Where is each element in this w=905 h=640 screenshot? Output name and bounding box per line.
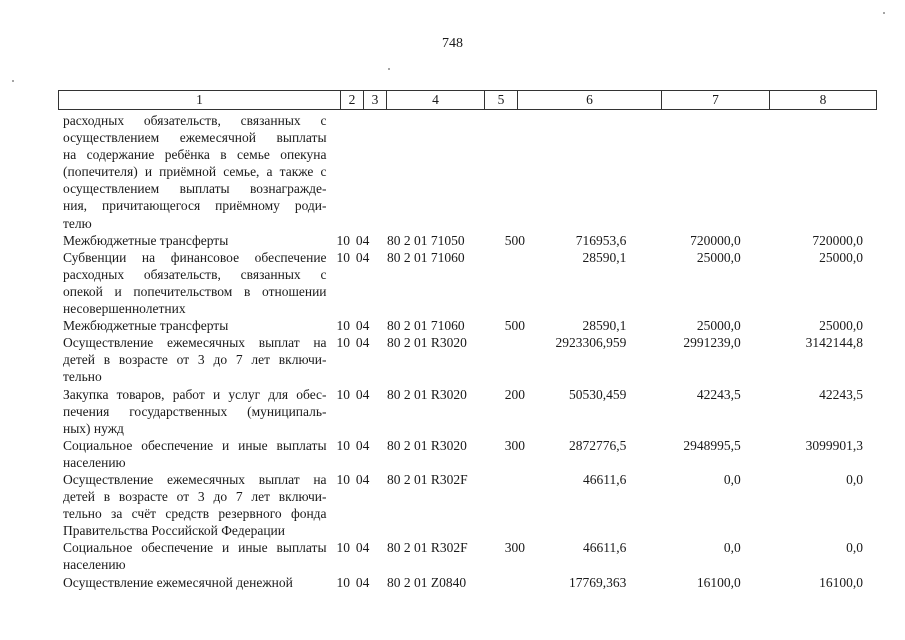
row-name-line: Социальное обеспечение и иные выплаты xyxy=(63,437,327,453)
row-name xyxy=(63,317,327,334)
row-name-line: телю xyxy=(63,215,92,231)
row-subsection-code: 04 xyxy=(355,318,370,334)
row-subsection-code: 04 xyxy=(355,540,370,556)
row-name-line: (попечителя) и приёмной семье, а также с xyxy=(63,164,327,180)
column-header-6: 6 xyxy=(518,91,662,110)
row-name-line: осуществлением выплаты вознагражде- xyxy=(63,181,327,197)
row-name-line: осуществлением ежемесячной выплаты xyxy=(63,130,327,146)
row-target-article: 80 2 01 R3020 xyxy=(387,335,467,351)
table-row xyxy=(63,386,863,437)
row-section-code: 10 xyxy=(336,471,351,487)
column-header-5: 5 xyxy=(485,91,518,110)
row-name-line: Осуществление ежемесячных выплат на xyxy=(63,471,327,487)
scan-speck xyxy=(388,68,390,70)
row-amount-col7: 720000,0 xyxy=(690,232,741,248)
row-amount-col7: 0,0 xyxy=(723,540,741,556)
row-section-code: 10 xyxy=(336,574,351,590)
row-amount-col6: 2923306,959 xyxy=(555,335,627,351)
row-amount-col7: 2948995,5 xyxy=(683,437,741,453)
row-amount-col7: 42243,5 xyxy=(696,386,741,402)
row-name-line: печения государственных (муниципаль- xyxy=(63,403,327,419)
row-name-line: населению xyxy=(63,454,126,470)
row-name-line: Осуществление ежемесячной денежной xyxy=(63,574,293,590)
column-header-4: 4 xyxy=(387,91,485,110)
row-section-code: 10 xyxy=(336,540,351,556)
row-name-line: Социальное обеспечение и иные выплаты xyxy=(63,540,327,556)
table-row xyxy=(63,574,863,591)
row-name-line: Субвенции на финансовое обеспечение xyxy=(63,249,327,265)
row-target-article: 80 2 01 71060 xyxy=(387,318,465,334)
row-name-line: тельно xyxy=(63,369,102,385)
row-name xyxy=(63,334,327,385)
table-row xyxy=(63,539,863,573)
row-name-line: несовершеннолетних xyxy=(63,301,186,317)
row-name xyxy=(63,574,327,591)
row-name-line: ния, причитающегося приёмному роди- xyxy=(63,198,327,214)
budget-table-body xyxy=(63,112,863,591)
row-section-code: 10 xyxy=(336,437,351,453)
column-header-1: 1 xyxy=(59,91,341,110)
row-amount-col8: 3142144,8 xyxy=(805,335,863,351)
row-amount-col8: 42243,5 xyxy=(819,386,863,402)
row-name xyxy=(63,386,327,437)
row-amount-col8: 0,0 xyxy=(846,540,863,556)
row-expense-type: 500 xyxy=(504,318,526,334)
row-target-article: 80 2 01 R302F xyxy=(387,471,468,487)
row-amount-col6: 46611,6 xyxy=(583,540,627,556)
row-name-line: Закупка товаров, работ и услуг для обес- xyxy=(63,386,327,402)
row-name xyxy=(63,112,327,232)
row-section-code: 10 xyxy=(336,386,351,402)
row-name xyxy=(63,249,327,317)
row-name-line: Правительства Российской Федерации xyxy=(63,523,285,539)
table-row xyxy=(63,334,863,385)
row-amount-col6: 46611,6 xyxy=(583,471,627,487)
row-amount-col8: 3099901,3 xyxy=(805,437,863,453)
row-amount-col8: 16100,0 xyxy=(819,574,863,590)
row-name xyxy=(63,437,327,471)
row-amount-col6: 28590,1 xyxy=(582,249,627,265)
row-amount-col8: 25000,0 xyxy=(819,249,863,265)
column-header-3: 3 xyxy=(364,91,387,110)
row-subsection-code: 04 xyxy=(355,437,370,453)
column-header-7: 7 xyxy=(662,91,770,110)
table-row xyxy=(63,437,863,471)
table-row xyxy=(63,317,863,334)
column-header-2: 2 xyxy=(341,91,364,110)
column-header-8: 8 xyxy=(770,91,877,110)
row-amount-col7: 25000,0 xyxy=(696,249,741,265)
row-name xyxy=(63,471,327,539)
row-section-code: 10 xyxy=(336,249,351,265)
row-name-line: расходных обязательств, связанных с xyxy=(63,113,327,128)
row-subsection-code: 04 xyxy=(355,335,370,351)
row-target-article: 80 2 01 R3020 xyxy=(387,437,467,453)
row-amount-col8: 720000,0 xyxy=(812,232,863,248)
page-number: 748 xyxy=(442,36,463,51)
row-amount-col8: 25000,0 xyxy=(819,318,863,334)
row-amount-col6: 17769,363 xyxy=(569,574,627,590)
table-row xyxy=(63,249,863,317)
row-target-article: 80 2 01 R3020 xyxy=(387,386,467,402)
column-header-row xyxy=(59,91,877,110)
row-subsection-code: 04 xyxy=(355,232,370,248)
row-amount-col8: 0,0 xyxy=(846,471,863,487)
row-amount-col7: 0,0 xyxy=(723,471,741,487)
row-section-code: 10 xyxy=(336,335,351,351)
row-name-line: Осуществление ежемесячных выплат на xyxy=(63,335,327,351)
scan-speck xyxy=(12,80,14,82)
row-amount-col6: 716953,6 xyxy=(575,232,627,248)
row-name-line: опекой и попечительством в отношении xyxy=(63,283,327,299)
row-name-line: на содержание ребёнка в семье опекуна xyxy=(63,147,327,163)
row-amount-col6: 28590,1 xyxy=(582,318,627,334)
row-target-article: 80 2 01 71050 xyxy=(387,232,465,248)
row-amount-col7: 25000,0 xyxy=(696,318,741,334)
row-name-line: детей в возрасте от 3 до 7 лет включи- xyxy=(63,352,327,368)
column-header-table xyxy=(58,90,877,110)
row-name-line: детей в возрасте от 3 до 7 лет включи- xyxy=(63,489,327,505)
row-section-code: 10 xyxy=(336,232,351,248)
scan-speck xyxy=(883,12,885,14)
table-row xyxy=(63,232,863,249)
row-name-line: расходных обязательств, связанных с xyxy=(63,266,327,282)
row-subsection-code: 04 xyxy=(355,471,370,487)
row-amount-col6: 2872776,5 xyxy=(569,437,627,453)
row-amount-col7: 2991239,0 xyxy=(683,335,741,351)
row-name-line: населению xyxy=(63,557,126,573)
row-subsection-code: 04 xyxy=(355,386,370,402)
row-amount-col6: 50530,459 xyxy=(569,386,627,402)
row-name-line: тельно за счёт средств резервного фонда xyxy=(63,506,327,522)
row-expense-type: 500 xyxy=(504,232,526,248)
row-name-line: Межбюджетные трансферты xyxy=(63,318,229,334)
row-expense-type: 300 xyxy=(504,437,526,453)
row-name-line: ных) нужд xyxy=(63,420,124,436)
row-subsection-code: 04 xyxy=(355,249,370,265)
row-expense-type: 300 xyxy=(504,540,526,556)
row-section-code: 10 xyxy=(336,318,351,334)
row-expense-type: 200 xyxy=(504,386,526,402)
row-target-article: 80 2 01 Z0840 xyxy=(387,574,467,590)
row-name xyxy=(63,232,327,249)
row-target-article: 80 2 01 71060 xyxy=(387,249,465,265)
row-name xyxy=(63,539,327,573)
row-subsection-code: 04 xyxy=(355,574,370,590)
row-amount-col7: 16100,0 xyxy=(696,574,741,590)
table-row xyxy=(63,471,863,539)
table-row xyxy=(63,112,863,232)
row-name-line: Межбюджетные трансферты xyxy=(63,232,229,248)
row-target-article: 80 2 01 R302F xyxy=(387,540,468,556)
